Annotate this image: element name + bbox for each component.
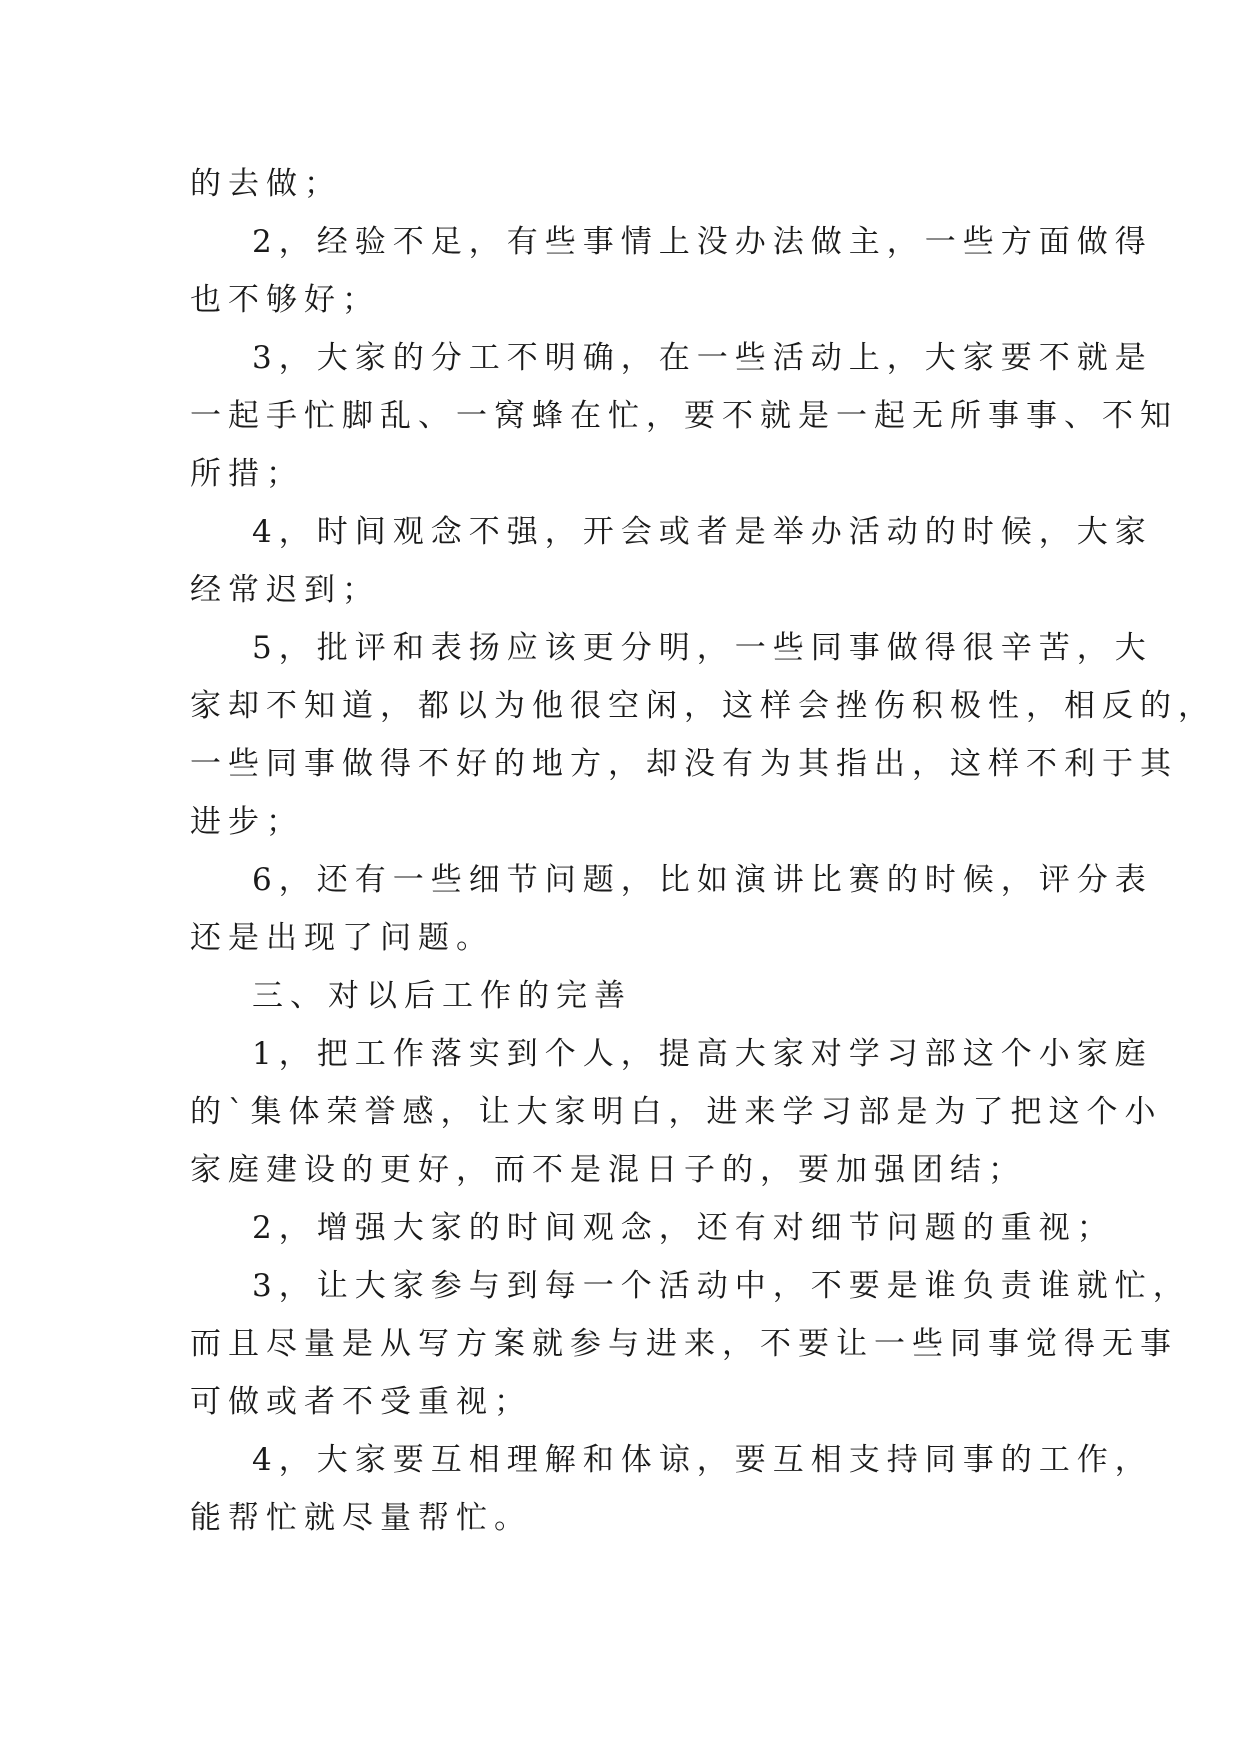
text-line: 一起手忙脚乱、一窝蜂在忙，要不就是一起无所事事、不知 <box>190 398 1178 434</box>
text-line: 4，时间观念不强，开会或者是举办活动的时候，大家 <box>252 514 1153 550</box>
text-line: 4，大家要互相理解和体谅，要互相支持同事的工作， <box>252 1442 1153 1478</box>
text-line: 2，增强大家的时间观念，还有对细节问题的重视； <box>252 1210 1115 1246</box>
text-line: 5，批评和表扬应该更分明，一些同事做得很辛苦，大 <box>252 630 1153 666</box>
text-line: 6，还有一些细节问题，比如演讲比赛的时候，评分表 <box>252 862 1153 898</box>
text-line: 所措； <box>190 456 304 492</box>
text-line: 家庭建设的更好，而不是混日子的，要加强团结； <box>190 1152 1026 1188</box>
text-line: 进步； <box>190 804 304 840</box>
text-line: 经常迟到； <box>190 572 380 608</box>
text-line: 而且尽量是从写方案就参与进来，不要让一些同事觉得无事 <box>190 1326 1178 1362</box>
text-line: 能帮忙就尽量帮忙。 <box>190 1500 532 1536</box>
text-line: 可做或者不受重视； <box>190 1384 532 1420</box>
document-body <box>190 155 1216 1547</box>
text-line: 的去做； <box>190 166 342 202</box>
text-line: 3，大家的分工不明确，在一些活动上，大家要不就是 <box>252 340 1153 376</box>
text-line: 1，把工作落实到个人，提高大家对学习部这个小家庭 <box>252 1036 1153 1072</box>
text-line: 的`集体荣誉感，让大家明白，进来学习部是为了把这个小 <box>190 1094 1163 1130</box>
text-line: 一些同事做得不好的地方，却没有为其指出，这样不利于其 <box>190 746 1178 782</box>
text-line: 家却不知道，都以为他很空闲，这样会挫伤积极性，相反的， <box>190 688 1216 724</box>
text-line: 也不够好； <box>190 282 380 318</box>
text-line: 还是出现了问题。 <box>190 920 494 956</box>
text-line: 3，让大家参与到每一个活动中，不要是谁负责谁就忙， <box>252 1268 1191 1304</box>
section-heading: 三、对以后工作的完善 <box>252 978 632 1014</box>
text-line: 2，经验不足，有些事情上没办法做主，一些方面做得 <box>252 224 1153 260</box>
